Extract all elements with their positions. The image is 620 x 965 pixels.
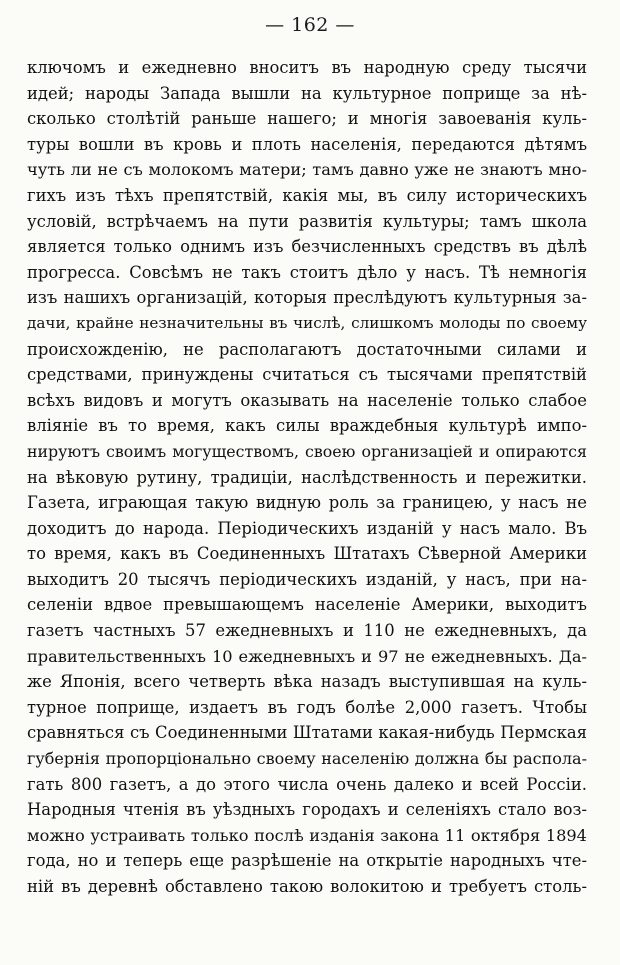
text-line: года, но и теперь еще разрѣшеніе на открытіе народныхъ чте-	[27, 851, 587, 871]
text-line: на вѣковую рутину, традиціи, наслѣдственность и пережитки.	[27, 467, 587, 487]
body-text	[27, 55, 587, 900]
text-line: Газета, играющая такую видную роль за границею, у насъ не	[27, 493, 587, 513]
text-line: вліяніе въ то время, какъ силы враждебныя культурѣ импо-	[27, 416, 587, 436]
text-line: сравняться съ Соединенными Штатами какая-нибудь Пермская	[27, 723, 587, 743]
text-line: газетъ частныхъ 57 ежедневныхъ и 110 не ежедневныхъ, да	[27, 621, 587, 641]
text-line: сколько столѣтій раньше нашего; и многія завоеванія куль-	[27, 109, 587, 129]
text-line: средствами, принуждены считаться съ тысячами препятствій	[27, 365, 587, 385]
text-line: прогресса. Совсѣмъ не такъ стоитъ дѣло у насъ. Тѣ немногія	[27, 262, 587, 282]
text-line: то время, какъ въ Соединенныхъ Штатахъ Сѣверной Америки	[27, 544, 587, 564]
text-line: же Японія, всего четверть вѣка назадъ выступившая на куль-	[27, 672, 587, 692]
text-line: выходитъ 20 тысячъ періодическихъ изданій, у насъ, при на-	[27, 569, 587, 589]
text-line: является только однимъ изъ безчисленныхъ средствъ въ дѣлѣ	[27, 237, 587, 257]
text-line: турное поприще, издаетъ въ годъ болѣе 2,000 газетъ. Чтобы	[27, 697, 587, 717]
text-line: дачи, крайне незначительны въ числѣ, слишкомъ молоды по своему	[27, 313, 587, 332]
text-line: Народныя чтенія въ уѣздныхъ городахъ и селеніяхъ стало воз-	[27, 800, 587, 820]
text-line: всѣхъ видовъ и могутъ оказывать на населеніе только слабое	[27, 390, 587, 410]
text-line: гихъ изъ тѣхъ препятствій, какія мы, въ силу историческихъ	[27, 185, 587, 205]
text-line: идей; народы Запада вышли на культурное поприще за нѣ-	[27, 83, 587, 103]
text-line: ній въ деревнѣ обставлено такою волокитою и требуетъ столь-	[27, 877, 587, 896]
text-line: туры вошли въ кровь и плоть населенія, передаются дѣтямъ	[27, 134, 587, 154]
text-line: нируютъ своимъ могуществомъ, своею организаціей и опираются	[27, 441, 587, 461]
text-line: селеніи вдвое превышающемъ населеніе Америки, выходитъ	[27, 595, 587, 615]
text-line: гать 800 газетъ, а до этого числа очень далеко и всей Россіи.	[27, 774, 587, 794]
text-line: изъ нашихъ организацій, которыя преслѣдуютъ культурныя за-	[27, 288, 587, 308]
page-number: — 162 —	[265, 14, 355, 36]
text-line: правительственныхъ 10 ежедневныхъ и 97 не ежедневныхъ. Да-	[27, 646, 587, 666]
text-line: происхожденію, не располагаютъ достаточными силами и	[27, 339, 587, 359]
text-line: губернія пропорціонально своему населенію должна бы распола-	[27, 749, 587, 769]
text-line: можно устраивать только послѣ изданія закона 11 октября 1894	[27, 825, 587, 845]
text-line: доходитъ до народа. Періодическихъ изданій у насъ мало. Въ	[27, 518, 587, 538]
text-line: условій, встрѣчаемъ на пути развитія культуры; тамъ школа	[27, 211, 587, 231]
text-line: чуть ли не съ молокомъ матери; тамъ давно уже не знаютъ мно-	[27, 160, 587, 180]
text-line: ключомъ и ежедневно вноситъ въ народную среду тысячи	[27, 58, 587, 77]
